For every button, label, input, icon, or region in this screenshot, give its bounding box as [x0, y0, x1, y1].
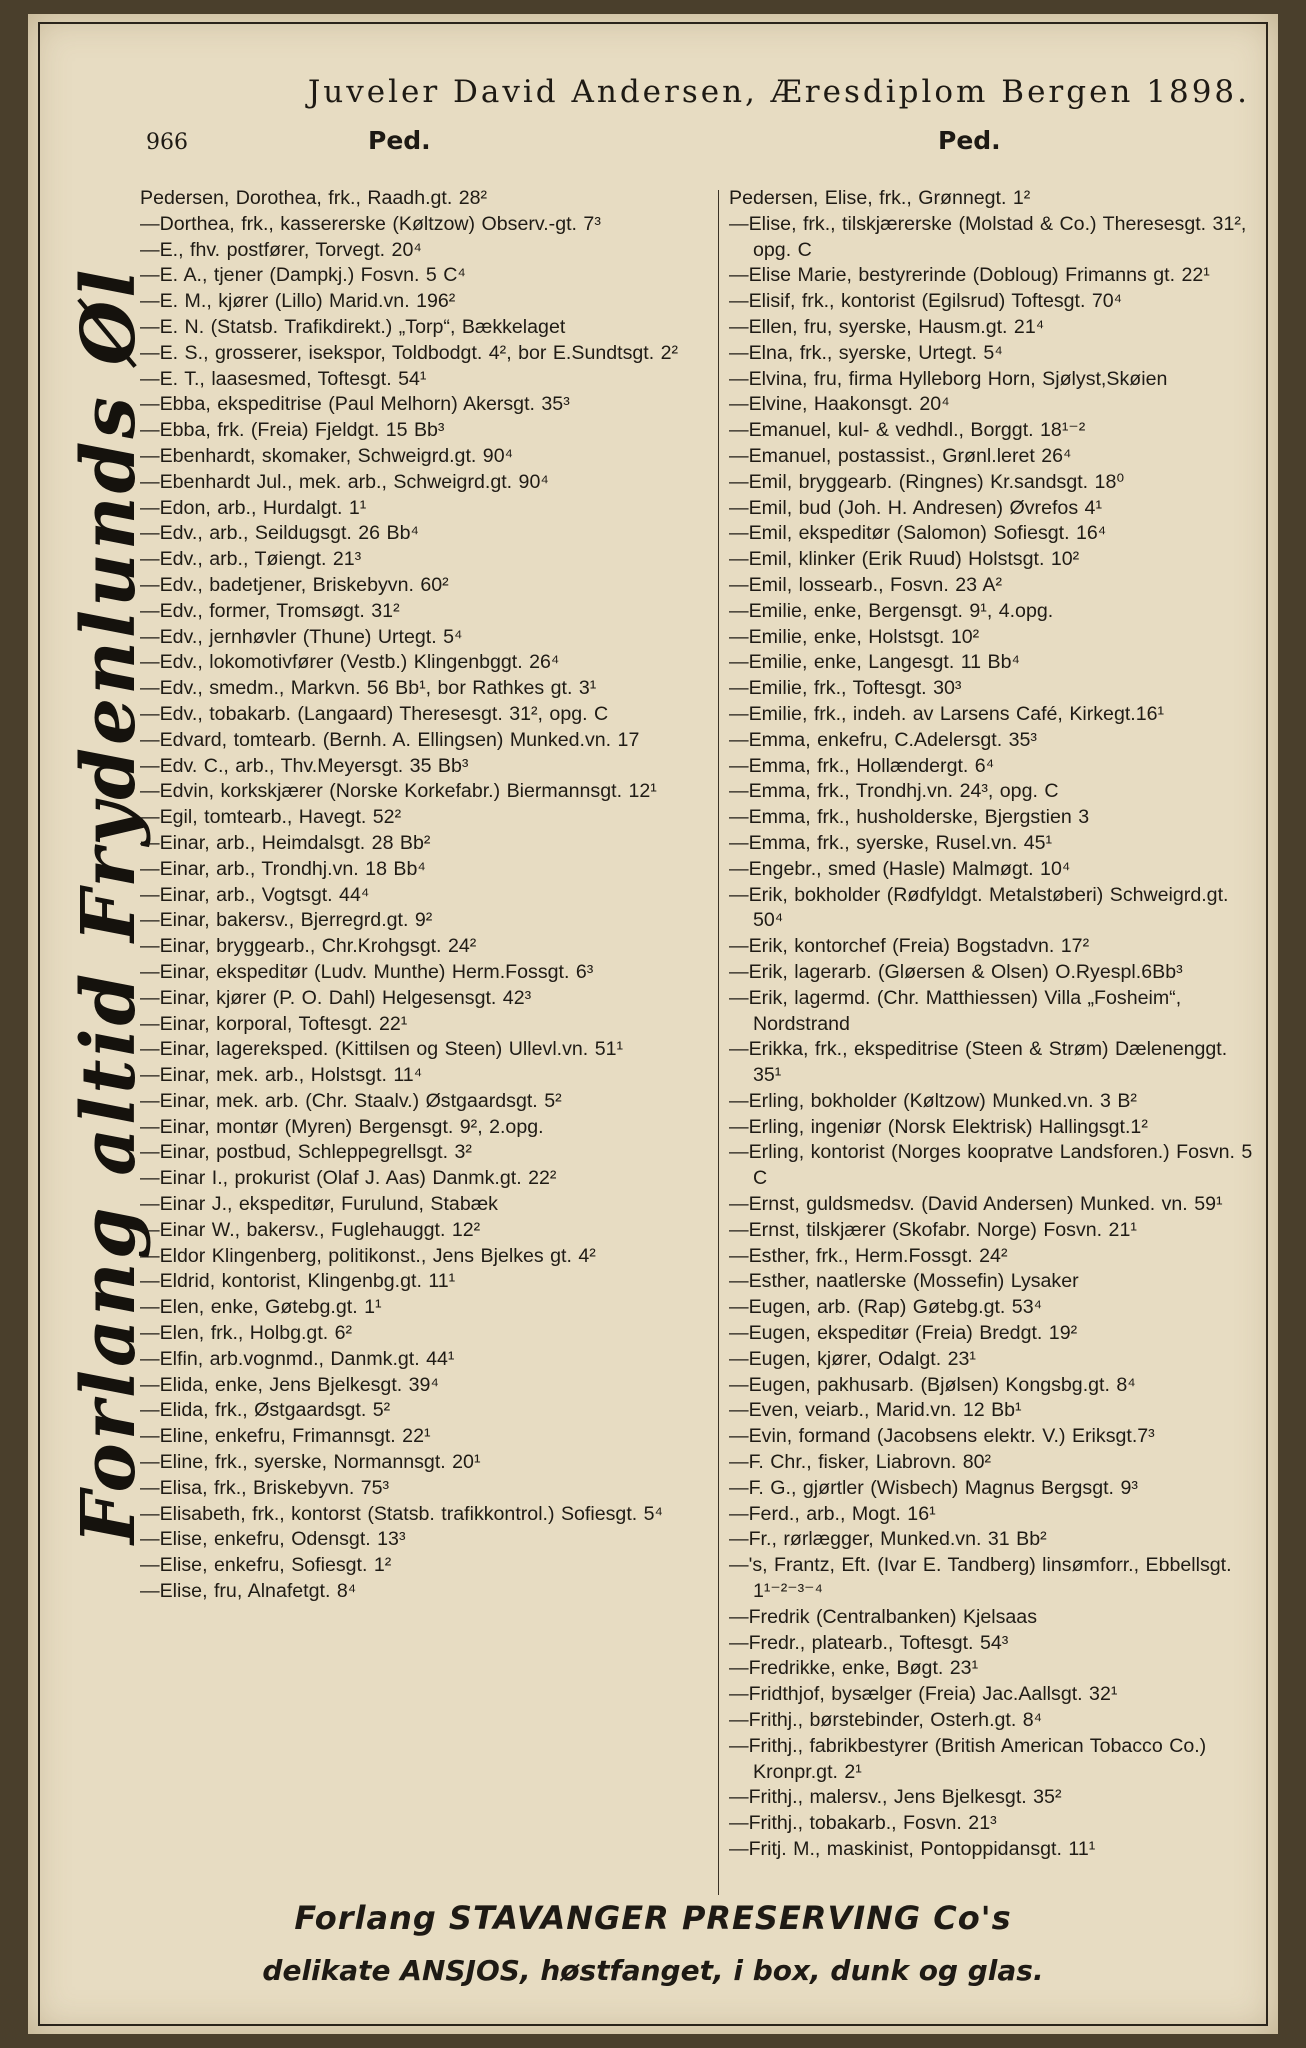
directory-entry: —Emil, klinker (Erik Ruud) Holstsgt. 10² [729, 548, 1080, 571]
directory-entry: —Elvine, Haakonsgt. 20⁴ [729, 393, 950, 416]
vertical-side-ad: Forlang altid Frydenlunds Øl [66, 266, 152, 1544]
directory-entry: —Elise Marie, bestyrerinde (Dobloug) Frimanns gt. 22¹ [729, 264, 1210, 287]
directory-entry: Pedersen, Dorothea, frk., Raadh.gt. 28² [140, 187, 488, 209]
directory-entry: —Eline, frk., syerske, Normannsgt. 20¹ [140, 1451, 481, 1474]
directory-entry: —Erling, bokholder (Køltzow) Munked.vn. 3 B² [729, 1089, 1137, 1112]
directory-entry: —Ebba, ekspeditrise (Paul Melhorn) Akersgt. 35³ [140, 393, 570, 416]
directory-entry: —Elida, enke, Jens Bjelkesgt. 39⁴ [140, 1373, 439, 1396]
directory-entry: —Frithj., malersv., Jens Bjelkesgt. 35² [729, 1786, 1062, 1809]
directory-entry: —Eline, enkefru, Frimannsgt. 22¹ [140, 1425, 431, 1448]
directory-entry: —Einar, mek. arb., Holstsgt. 11⁴ [140, 1064, 423, 1087]
directory-entry: —Elisa, frk., Briskebyvn. 75³ [140, 1476, 390, 1499]
bottom-ad-line-1: Forlang STAVANGER PRESERVING Co's [294, 1899, 1012, 1937]
directory-entry: —Einar, lagereksped. (Kittilsen og Steen) Ullevl.vn. 51¹ [140, 1038, 624, 1061]
directory-entry: —Emilie, frk., Toftesgt. 30³ [729, 677, 962, 700]
directory-entry: —Emilie, frk., indeh. av Larsens Café, Kirkegt.16¹ [729, 702, 1165, 725]
directory-entry: —Fritj. M., maskinist, Pontoppidansgt. 11¹ [729, 1838, 1096, 1860]
directory-entry: —Frithj., fabrikbestyrer (British American Tobacco Co.) Kronpr.gt. 2¹ [729, 1734, 1207, 1783]
directory-entry: —Elvina, fru, firma Hylleborg Horn, Sjølyst,Skøien [729, 367, 1168, 390]
directory-entry: —'s, Frantz, Eft. (Ivar E. Tandberg) linsømforr., Ebbellsgt. 1¹⁻²⁻³⁻⁴ [729, 1554, 1232, 1603]
directory-entry: —Ernst, guldsmedsv. (David Andersen) Munked. vn. 59¹ [729, 1193, 1223, 1216]
directory-entry: —Erikka, frk., ekspeditrise (Steen & Strøm) Dælenenggt. 35¹ [729, 1038, 1228, 1087]
directory-entry: —Egil, tomtearb., Havegt. 52² [140, 806, 402, 829]
directory-entry: —Erling, kontorist (Norges koopratve Landsforen.) Fosvn. 5 C [729, 1141, 1253, 1190]
directory-entry: —F. Chr., fisker, Liabrovn. 80² [729, 1451, 992, 1474]
directory-entry: —Emil, lossearb., Fosvn. 23 A² [729, 573, 1002, 596]
directory-entry: —Elisif, frk., kontorist (Egilsrud) Toftesgt. 70⁴ [729, 290, 1123, 313]
directory-entry: —Elise, fru, Alnafetgt. 8⁴ [140, 1580, 357, 1603]
directory-entry: —Emma, frk., Hollændergt. 6⁴ [729, 754, 995, 777]
directory-entry: —Elise, frk., tilskjærerske (Molstad & Co.) Theresesgt. 31², opg. C [729, 212, 1247, 261]
right-column-heading: Ped. [938, 126, 1001, 155]
directory-entry: —Emilie, enke, Langesgt. 11 Bb⁴ [729, 651, 1020, 674]
directory-entry: —Ferd., arb., Mogt. 16¹ [729, 1502, 936, 1525]
directory-entry: —Eldrid, kontorist, Klingenbg.gt. 11¹ [140, 1270, 456, 1293]
directory-entry: —Einar, arb., Trondhj.vn. 18 Bb⁴ [140, 857, 426, 880]
directory-entry: —E. S., grosserer, isekspor, Toldbodgt. 4², bor E.Sundtsgt. 2² [140, 341, 679, 364]
directory-entry: —Engebr., smed (Hasle) Malmøgt. 10⁴ [729, 857, 1071, 880]
directory-entry: —Eldor Klingenberg, politikonst., Jens Bjelkes gt. 4² [140, 1244, 596, 1267]
directory-entry: —Edv., former, Tromsøgt. 31² [140, 599, 400, 622]
directory-entry: —Edv., badetjener, Briskebyvn. 60² [140, 573, 449, 596]
right-column [729, 186, 1261, 1886]
directory-entry: —Einar, ekspeditør (Ludv. Munthe) Herm.Fossgt. 6³ [140, 960, 594, 983]
directory-entry: —E. T., laasesmed, Toftesgt. 54¹ [140, 367, 427, 390]
directory-entry: —E., fhv. postfører, Torvegt. 20⁴ [140, 238, 422, 261]
directory-entry: —Elen, frk., Holbg.gt. 6² [140, 1322, 353, 1345]
directory-entry: —Ebba, frk. (Freia) Fjeldgt. 15 Bb³ [140, 419, 445, 442]
directory-entry: —Emil, ekspeditør (Salomon) Sofiesgt. 16⁴ [729, 522, 1107, 545]
directory-entry: —Elfin, arb.vognmd., Danmk.gt. 44¹ [140, 1347, 455, 1370]
directory-entry: —F. G., gjørtler (Wisbech) Magnus Bergsgt. 9³ [729, 1476, 1138, 1499]
directory-entry: —Ebenhardt Jul., mek. arb., Schweigrd.gt. 90⁴ [140, 470, 549, 493]
directory-entry: —Fredr., platearb., Toftesgt. 54³ [729, 1631, 1009, 1654]
left-column [140, 186, 714, 1886]
directory-entry: —E. A., tjener (Dampkj.) Fosvn. 5 C⁴ [140, 264, 466, 287]
left-column-heading: Ped. [368, 126, 431, 155]
directory-entry: —Edv., smedm., Markvn. 56 Bb¹, bor Rathkes gt. 3¹ [140, 677, 597, 700]
directory-entry: —Ebenhardt, skomaker, Schweigrd.gt. 90⁴ [140, 444, 514, 467]
directory-entry: —Edvin, korkskjærer (Norske Korkefabr.) Biermannsgt. 12¹ [140, 780, 657, 803]
directory-entry: —Fredrikke, enke, Bøgt. 23¹ [729, 1657, 979, 1680]
directory-entry: —Edv., arb., Seildugsgt. 26 Bb⁴ [140, 522, 419, 545]
directory-entry: —Esther, naatlerske (Mossefin) Lysaker [729, 1270, 1079, 1293]
directory-entry: —Einar, bakersv., Bjerregrd.gt. 9² [140, 909, 433, 932]
directory-entry: —Eugen, kjører, Odalgt. 23¹ [729, 1347, 976, 1370]
directory-entry: —Even, veiarb., Marid.vn. 12 Bb¹ [729, 1399, 1022, 1422]
directory-entry: —Erik, kontorchef (Freia) Bogstadvn. 17² [729, 935, 1090, 958]
page-number: 966 [146, 130, 188, 155]
directory-entry: —Einar I., prokurist (Olaf J. Aas) Danmk.gt. 22² [140, 1167, 557, 1190]
directory-entry: —Fredrik (Centralbanken) Kjelsaas [729, 1605, 1037, 1628]
directory-entry: —Fridthjof, bysælger (Freia) Jac.Aallsgt. 32¹ [729, 1683, 1118, 1706]
directory-entry: —Emil, bryggearb. (Ringnes) Kr.sandsgt. 18⁰ [729, 470, 1125, 493]
directory-entry: —Einar, bryggearb., Chr.Krohgsgt. 24² [140, 935, 477, 958]
directory-entry: —Edv. C., arb., Thv.Meyersgt. 35 Bb³ [140, 754, 469, 777]
directory-entry: —Einar, postbud, Schleppegrellsgt. 3² [140, 1141, 472, 1164]
directory-entry: —Elen, enke, Gøtebg.gt. 1¹ [140, 1296, 382, 1319]
directory-entry: —Edv., jernhøvler (Thune) Urtegt. 5⁴ [140, 625, 463, 648]
directory-entry: —Frithj., børstebinder, Osterh.gt. 8⁴ [729, 1709, 1043, 1732]
directory-entry: —Frithj., tobakarb., Fosvn. 21³ [729, 1812, 997, 1835]
directory-entry: —E. M., kjører (Lillo) Marid.vn. 196² [140, 290, 456, 313]
directory-entry: —Elisabeth, frk., kontorst (Statsb. trafikkontrol.) Sofiesgt. 5⁴ [140, 1502, 663, 1525]
directory-entry: —Erik, lagermd. (Chr. Matthiessen) Villa „Fosheim“, Nordstrand [729, 986, 1182, 1035]
directory-entry: —Elise, enkefru, Sofiesgt. 1² [140, 1554, 392, 1577]
directory-entry: —Erik, lagerarb. (Gløersen & Olsen) O.Ryespl.6Bb³ [729, 960, 1183, 983]
directory-entry: —Ernst, tilskjærer (Skofabr. Norge) Fosvn. 21¹ [729, 1218, 1137, 1241]
directory-entry: —Edv., lokomotivfører (Vestb.) Klingenbggt. 26⁴ [140, 651, 560, 674]
directory-entry: —Eugen, arb. (Rap) Gøtebg.gt. 53⁴ [729, 1296, 1043, 1319]
directory-entry: —Emanuel, postassist., Grønl.leret 26⁴ [729, 444, 1072, 467]
directory-entry: —Edvard, tomtearb. (Bernh. A. Ellingsen) Munked.vn. 17 [140, 728, 640, 751]
directory-entry: —Edon, arb., Hurdalgt. 1¹ [140, 496, 367, 519]
column-divider [718, 190, 719, 1895]
directory-entry: —Erling, ingeniør (Norsk Elektrisk) Hallingsgt.1² [729, 1115, 1148, 1138]
directory-entry: —Elida, frk., Østgaardsgt. 5² [140, 1399, 391, 1422]
directory-entry: —E. N. (Statsb. Trafikdirekt.) „Torp“, Bækkelaget [140, 315, 566, 338]
directory-page [28, 14, 1278, 2034]
directory-entry: —Edv., arb., Tøiengt. 21³ [140, 548, 362, 571]
directory-entry: —Einar, korporal, Toftesgt. 22¹ [140, 1012, 408, 1035]
directory-entry: —Einar, arb., Vogtsgt. 44⁴ [140, 883, 370, 906]
directory-entry: —Emma, enkefru, C.Adelersgt. 35³ [729, 728, 1037, 751]
directory-entry: —Einar, montør (Myren) Bergensgt. 9², 2.opg. [140, 1115, 544, 1138]
bottom-ad-line-2: delikate ANSJOS, høstfanget, i box, dunk og glas. [262, 1954, 1044, 1987]
top-banner-ad: Juveler David Andersen, Æresdiplom Bergen 1898. [307, 74, 1250, 110]
directory-entry: —Eugen, ekspeditør (Freia) Bredgt. 19² [729, 1322, 1078, 1345]
directory-entry: —Esther, frk., Herm.Fossgt. 24² [729, 1244, 1008, 1267]
directory-entry: —Einar J., ekspeditør, Furulund, Stabæk [140, 1193, 498, 1216]
directory-entry: —Emma, frk., husholderske, Bjergstien 3 [729, 806, 1090, 829]
directory-entry: —Emil, bud (Joh. H. Andresen) Øvrefos 4¹ [729, 496, 1102, 519]
directory-entry: —Elna, frk., syerske, Urtegt. 5⁴ [729, 341, 1003, 364]
directory-entry: —Fr., rørlægger, Munked.vn. 31 Bb² [729, 1528, 1047, 1551]
directory-entry: —Elise, enkefru, Odensgt. 13³ [140, 1528, 406, 1551]
directory-entry: —Emanuel, kul- & vedhdl., Borggt. 18¹⁻² [729, 419, 1086, 442]
directory-entry: —Emilie, enke, Holstsgt. 10² [729, 625, 980, 648]
directory-entry: —Eugen, pakhusarb. (Bjølsen) Kongsbg.gt. 8⁴ [729, 1373, 1136, 1396]
directory-entry: —Einar, arb., Heimdalsgt. 28 Bb² [140, 831, 431, 854]
directory-entry: —Einar, mek. arb. (Chr. Staalv.) Østgaardsgt. 5² [140, 1089, 562, 1112]
directory-entry: —Edv., tobakarb. (Langaard) Theresesgt. 31², opg. C [140, 702, 609, 725]
directory-entry: Pedersen, Elise, frk., Grønnegt. 1² [729, 187, 1031, 209]
directory-entry: —Evin, formand (Jacobsens elektr. V.) Eriksgt.7³ [729, 1425, 1155, 1448]
directory-entry: —Einar, kjører (P. O. Dahl) Helgesensgt. 42³ [140, 986, 532, 1009]
directory-entry: —Ellen, fru, syerske, Hausm.gt. 21⁴ [729, 315, 1045, 338]
directory-entry: —Einar W., bakersv., Fuglehauggt. 12² [140, 1218, 481, 1241]
directory-entry: —Erik, bokholder (Rødfyldgt. Metalstøberi) Schweigrd.gt. 50⁴ [729, 883, 1229, 932]
directory-entry: —Emma, frk., syerske, Rusel.vn. 45¹ [729, 831, 1053, 854]
directory-entry: —Emma, frk., Trondhj.vn. 24³, opg. C [729, 780, 1059, 803]
directory-entry: —Dorthea, frk., kassererske (Køltzow) Observ.-gt. 7³ [140, 212, 601, 235]
directory-entry: —Emilie, enke, Bergensgt. 9¹, 4.opg. [729, 599, 1054, 622]
